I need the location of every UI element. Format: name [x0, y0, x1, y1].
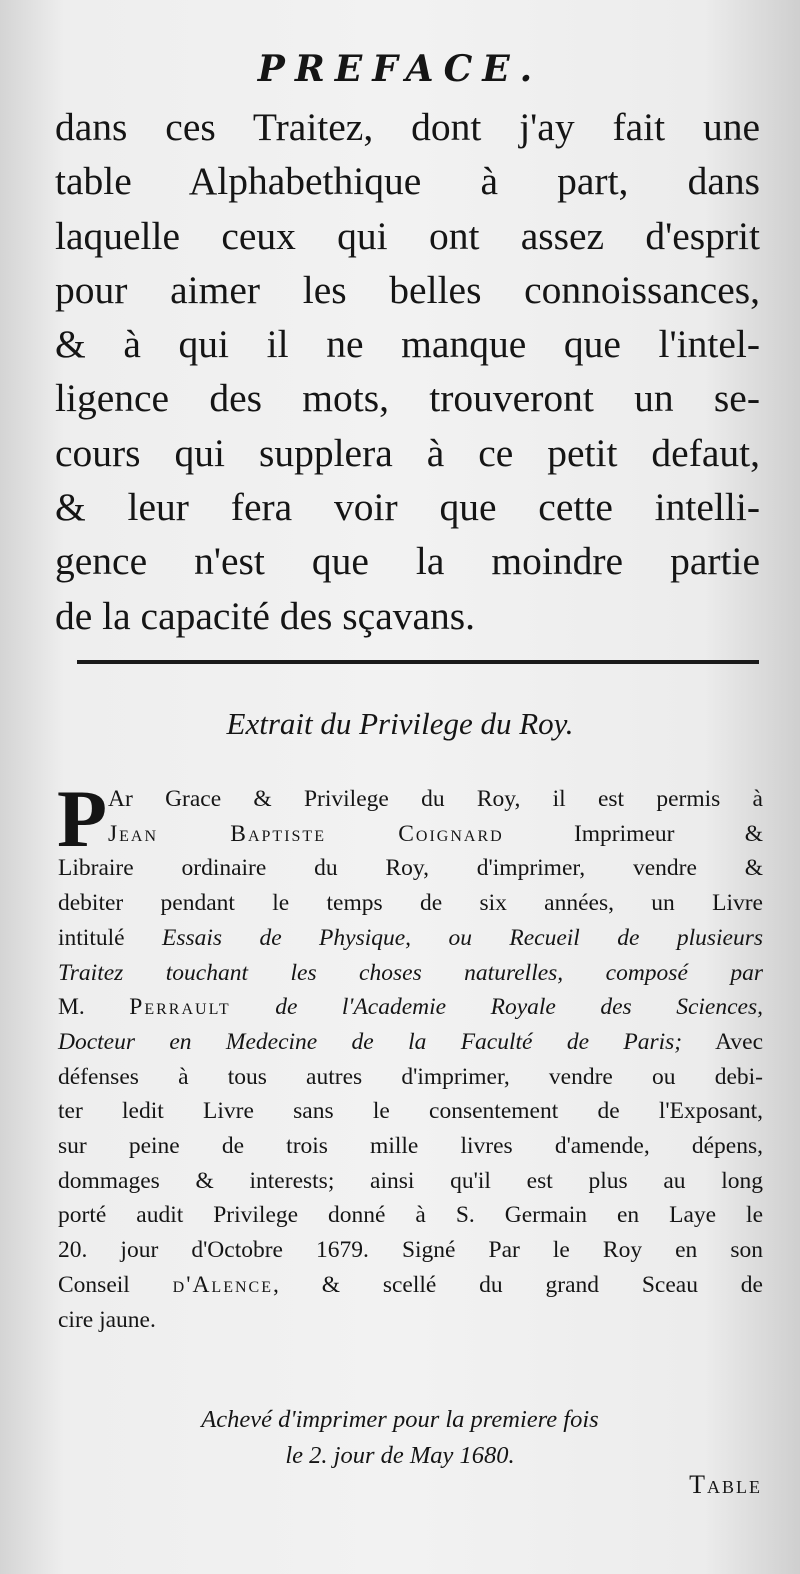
preface-line: laquelle ceux qui ont assez d'esprit [55, 213, 760, 258]
privilege-line: intitulé Essais de Physique, ou Recueil de plusieurs [58, 924, 763, 951]
preface-line: & leur fera voir que cette intelli- [55, 485, 760, 530]
privilege-line: Conseil d'Alence, & scellé du grand Sceau de [58, 1271, 763, 1298]
privilege-line: Ar Grace & Privilege du Roy, il est permis à [108, 786, 763, 812]
author-name: Perrault [129, 994, 231, 1021]
privilege-line: Docteur en Medecine de la Faculté de Paris; Avec [58, 1028, 763, 1055]
privilege-title: Extrait du Privilege du Roy. [226, 706, 574, 741]
preface-line: table Alphabethique à part, dans [55, 159, 760, 204]
colophon-line: le 2. jour de May 1680. [285, 1442, 515, 1469]
privilege-text [57, 773, 763, 1337]
privilege-line: Libraire ordinaire du Roy, d'imprimer, vendre & [58, 855, 763, 882]
drop-cap: P [57, 773, 108, 864]
running-header: PREFACE. [257, 48, 543, 90]
privilege-line: cire jaune. [58, 1306, 156, 1333]
privilege-line: ter ledit Livre sans le consentement de l'Exposant, [58, 1098, 763, 1125]
book-title: Essais de Physique, ou Recueil de plusieurs [161, 924, 763, 951]
colophon [0, 1402, 800, 1474]
privilege-line: debiter pendant le temps de six années, un Livre [58, 890, 763, 917]
privilege-line: 20. jour d'Octobre 1679. Signé Par le Roy en son [58, 1237, 763, 1264]
catchword: Table [689, 1470, 762, 1499]
privilege-line: porté audit Privilege donné à S. Germain en Laye le [58, 1202, 763, 1229]
preface-line: & à qui il ne manque que l'intel- [55, 322, 760, 367]
privilege-line: sur peine de trois mille livres d'amende, dépens, [58, 1133, 763, 1160]
privilege-line: Jean Baptiste Coignard Imprimeur & [108, 820, 763, 847]
colophon-line: Achevé d'imprimer pour la premiere fois [201, 1406, 599, 1433]
privilege-line: défenses à tous autres d'imprimer, vendre ou debi- [58, 1063, 763, 1090]
privilege-line: Traitez touchant les choses naturelles, composé par [58, 959, 763, 986]
section-divider [77, 660, 759, 664]
preface-text [55, 100, 760, 643]
preface-line: dans ces Traitez, dont j'ay fait une [55, 105, 760, 149]
preface-line: pour aimer les belles connoissances, [55, 267, 760, 312]
privilege-line: M. Perrault de l'Academie Royale des Sciences, [58, 994, 763, 1021]
privilege-line: dommages & interests; ainsi qu'il est plus au long [58, 1167, 763, 1194]
preface-line: de la capacité des sçavans. [55, 593, 476, 638]
preface-line: gence n'est que la moindre partie [55, 539, 760, 584]
printer-name: Jean Baptiste Coignard [108, 820, 504, 847]
preface-line: cours qui supplera à ce petit defaut, [55, 430, 760, 475]
preface-line: ligence des mots, trouveront un se- [55, 376, 760, 421]
